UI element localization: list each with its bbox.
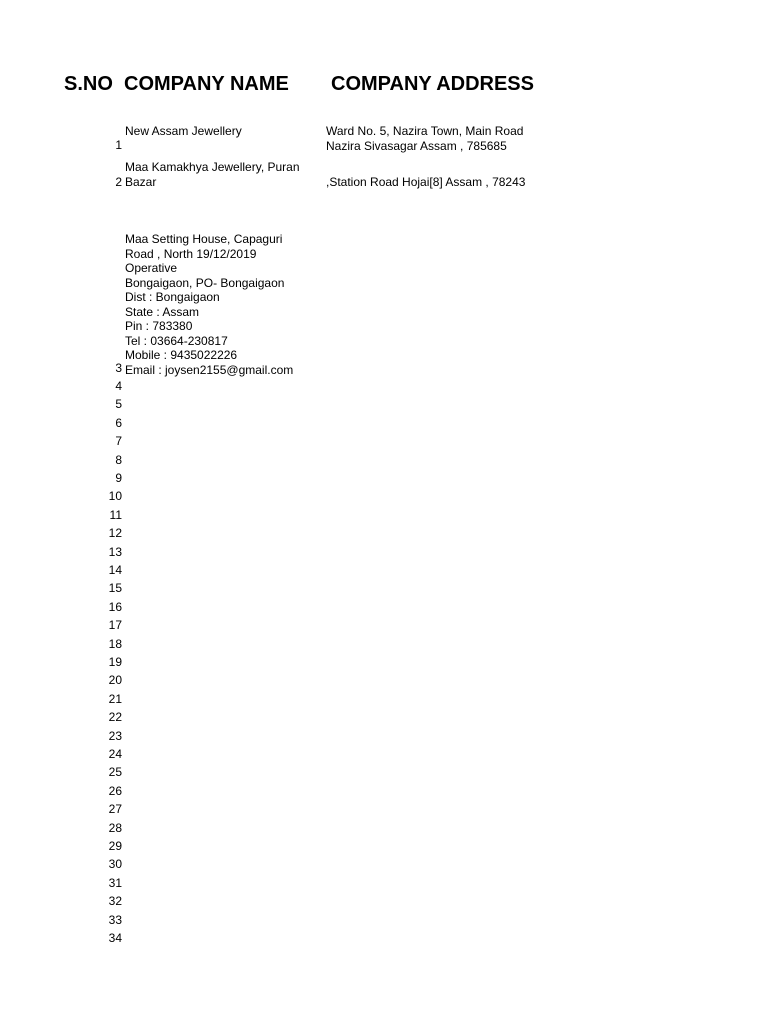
empty-row-sno: 5: [115, 397, 122, 412]
empty-row-sno: 33: [108, 912, 122, 927]
empty-row-sno: 10: [108, 489, 122, 504]
empty-row-sno: 22: [108, 710, 122, 725]
row-2-sno: 2: [115, 175, 122, 189]
empty-row-sno: 17: [108, 618, 122, 633]
empty-row-sno: 11: [109, 507, 122, 522]
row-3-company-name: Maa Setting House, Capaguri Road , North 19/12/2019 Operative Bongaigaon, PO- Bongaigaon Dist : Bongaigaon State : Assam Pin : 783380 Tel : 03664-230817 Mobile : 9435022226 Email : joysen2155@gmail.com: [125, 232, 294, 377]
empty-row-sno: 14: [108, 563, 122, 577]
row-2-company-address: ,Station Road Hojai[8] Assam , 78243: [326, 175, 526, 189]
empty-row-sno: 29: [108, 839, 122, 853]
empty-row-sno: 20: [108, 673, 122, 688]
empty-row-sno: 7: [115, 434, 122, 449]
empty-row-sno: 13: [108, 544, 122, 559]
empty-row-sno: 27: [108, 802, 122, 817]
empty-row-sno: 9: [115, 471, 122, 485]
empty-row-sno: 28: [108, 820, 122, 835]
header-company-address: COMPANY ADDRESS: [331, 73, 534, 95]
empty-row-sno: 25: [108, 765, 122, 780]
empty-row-sno: 23: [108, 728, 122, 743]
empty-row-sno: 4: [115, 379, 122, 393]
empty-row-sno: 19: [108, 655, 122, 669]
header-company-name: COMPANY NAME: [124, 73, 289, 95]
row-1-sno: 1: [115, 138, 122, 152]
empty-row-sno: 12: [108, 526, 122, 541]
row-1-company-address: Ward No. 5, Nazira Town, Main Road Nazira Sivasagar Assam , 785685: [326, 124, 524, 153]
empty-row-sno: 24: [108, 747, 122, 761]
row-3-sno: 3: [115, 361, 122, 375]
empty-row-sno: 18: [108, 636, 122, 651]
empty-row-sno: 34: [108, 931, 122, 945]
empty-row-sno: 16: [108, 599, 122, 614]
row-1-company-name: New Assam Jewellery: [125, 124, 242, 138]
empty-row-sno: 31: [108, 875, 122, 890]
empty-row-sno: 6: [115, 415, 122, 430]
row-2-company-name: Maa Kamakhya Jewellery, Puran Bazar: [125, 160, 300, 189]
empty-row-sno: 8: [115, 452, 122, 467]
empty-row-sno: 21: [108, 691, 122, 706]
empty-row-sno: 15: [108, 581, 122, 596]
header-sno: S.NO: [64, 73, 113, 95]
empty-row-sno: 26: [108, 783, 122, 798]
empty-row-sno: 32: [108, 894, 122, 909]
empty-row-sno: 30: [108, 857, 122, 872]
